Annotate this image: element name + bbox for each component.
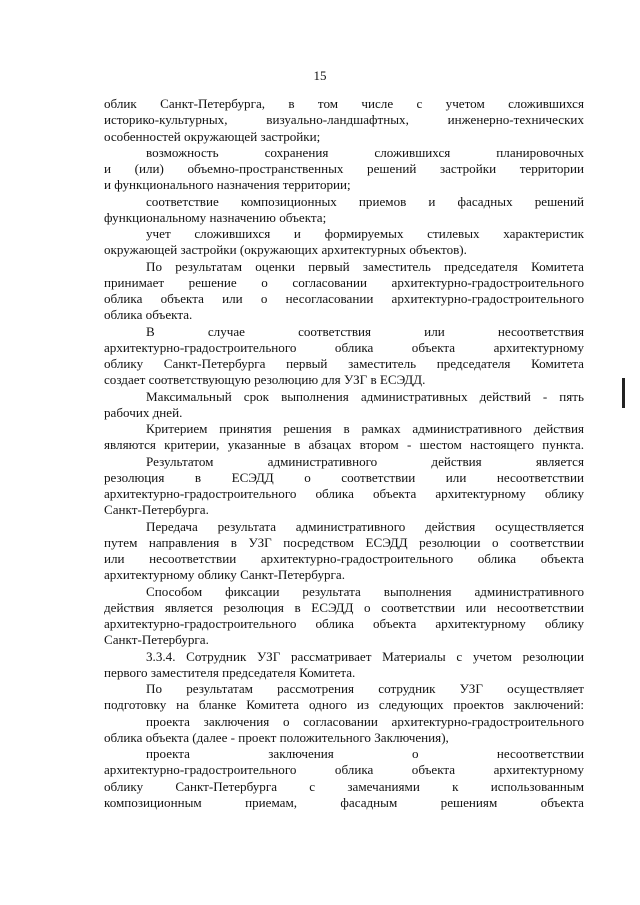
text-line: архитектурно-градостроительного облика объекта архитектурному	[104, 762, 584, 778]
text-line: 3.3.4. Сотрудник УЗГ рассматривает Материалы с учетом резолюции	[146, 648, 584, 664]
text-line: Способом фиксации результата выполнения административного	[146, 583, 584, 599]
text-line: облика объекта (далее - проект положительного Заключения),	[104, 729, 449, 745]
text-line: создает соответствующую резолюцию для УЗГ в ЕСЭДД.	[104, 372, 426, 388]
text-line: и функционального назначения территории;	[104, 177, 351, 193]
document-body	[104, 96, 584, 811]
text-line: Результатом административного действия является	[146, 453, 584, 469]
text-line: историко-культурных, визуально-ландшафтных, инженерно-технических	[104, 112, 584, 128]
text-line: особенностей окружающей застройки;	[104, 128, 321, 144]
text-line: архитектурно-градостроительного облика объекта архитектурному облику	[104, 486, 584, 501]
text-line: подготовку на бланке Комитета одного из следующих проектов заключений:	[104, 697, 584, 713]
text-line: архитектурному облику Санкт-Петербурга.	[104, 567, 345, 583]
text-line: учет сложившихся и формируемых стилевых характеристик	[146, 226, 584, 241]
text-line: функциональному назначению объекта;	[104, 209, 327, 225]
text-line: и (или) объемно-пространственных решений застройки территории	[104, 161, 584, 176]
text-line: принимает решение о согласовании архитектурно-градостроительного	[104, 274, 584, 290]
text-line: проекта заключения о несоответствии	[146, 746, 584, 761]
text-line: По результатам рассмотрения сотрудник УЗГ осуществляет	[146, 681, 584, 696]
text-line: По результатам оценки первый заместитель председателя Комитета	[146, 258, 584, 274]
text-line: В случае соответствия или несоответствия	[146, 323, 584, 339]
margin-mark	[622, 378, 625, 408]
text-line: Передача результата административного действия осуществляется	[146, 518, 584, 534]
text-line: действия является резолюция в ЕСЭДД о соответствии или несоответствии	[104, 599, 584, 615]
text-line: окружающей застройки (окружающих архитектурных объектов).	[104, 242, 467, 258]
text-line: Санкт-Петербурга.	[104, 502, 209, 518]
page-number: 15	[313, 68, 327, 83]
text-line: композиционным приемам, фасадным решениям объекта	[104, 794, 584, 810]
text-line: Максимальный срок выполнения административных действий - пять	[146, 388, 584, 404]
text-line: или несоответствии архитектурно-градостроительного облика объекта	[104, 551, 584, 566]
text-line: соответствие композиционных приемов и фасадных решений	[146, 193, 584, 209]
text-line: возможность сохранения сложившихся планировочных	[146, 144, 584, 160]
text-line: архитектурно-градостроительного облика объекта архитектурному	[104, 339, 584, 355]
text-line: облика объекта или о несогласовании архитектурно-градостроительного	[104, 291, 584, 306]
text-line: Санкт-Петербурга.	[104, 632, 209, 648]
text-line: облик Санкт-Петербурга, в том числе с учетом сложившихся	[104, 96, 584, 111]
text-line: Критерием принятия решения в рамках административного действия	[146, 421, 584, 436]
text-line: резолюция в ЕСЭДД о соответствии или несоответствии	[104, 469, 584, 485]
text-line: первого заместителя председателя Комитета.	[104, 664, 356, 680]
text-line: облика объекта.	[104, 307, 193, 323]
text-line: архитектурно-градостроительного облика объекта архитектурному облику	[104, 616, 584, 631]
text-line: путем направления в УЗГ посредством ЕСЭДД резолюции о соответствии	[104, 534, 584, 550]
text-line: облику Санкт-Петербурга первый заместитель председателя Комитета	[104, 356, 584, 371]
text-line: проекта заключения о согласовании архитектурно-градостроительного	[146, 713, 584, 729]
text-line: являются критерии, указанные в абзацах втором - шестом настоящего пункта.	[104, 437, 584, 453]
text-line: рабочих дней.	[104, 404, 183, 420]
text-line: облику Санкт-Петербурга с замечаниями к использованным	[104, 778, 584, 794]
